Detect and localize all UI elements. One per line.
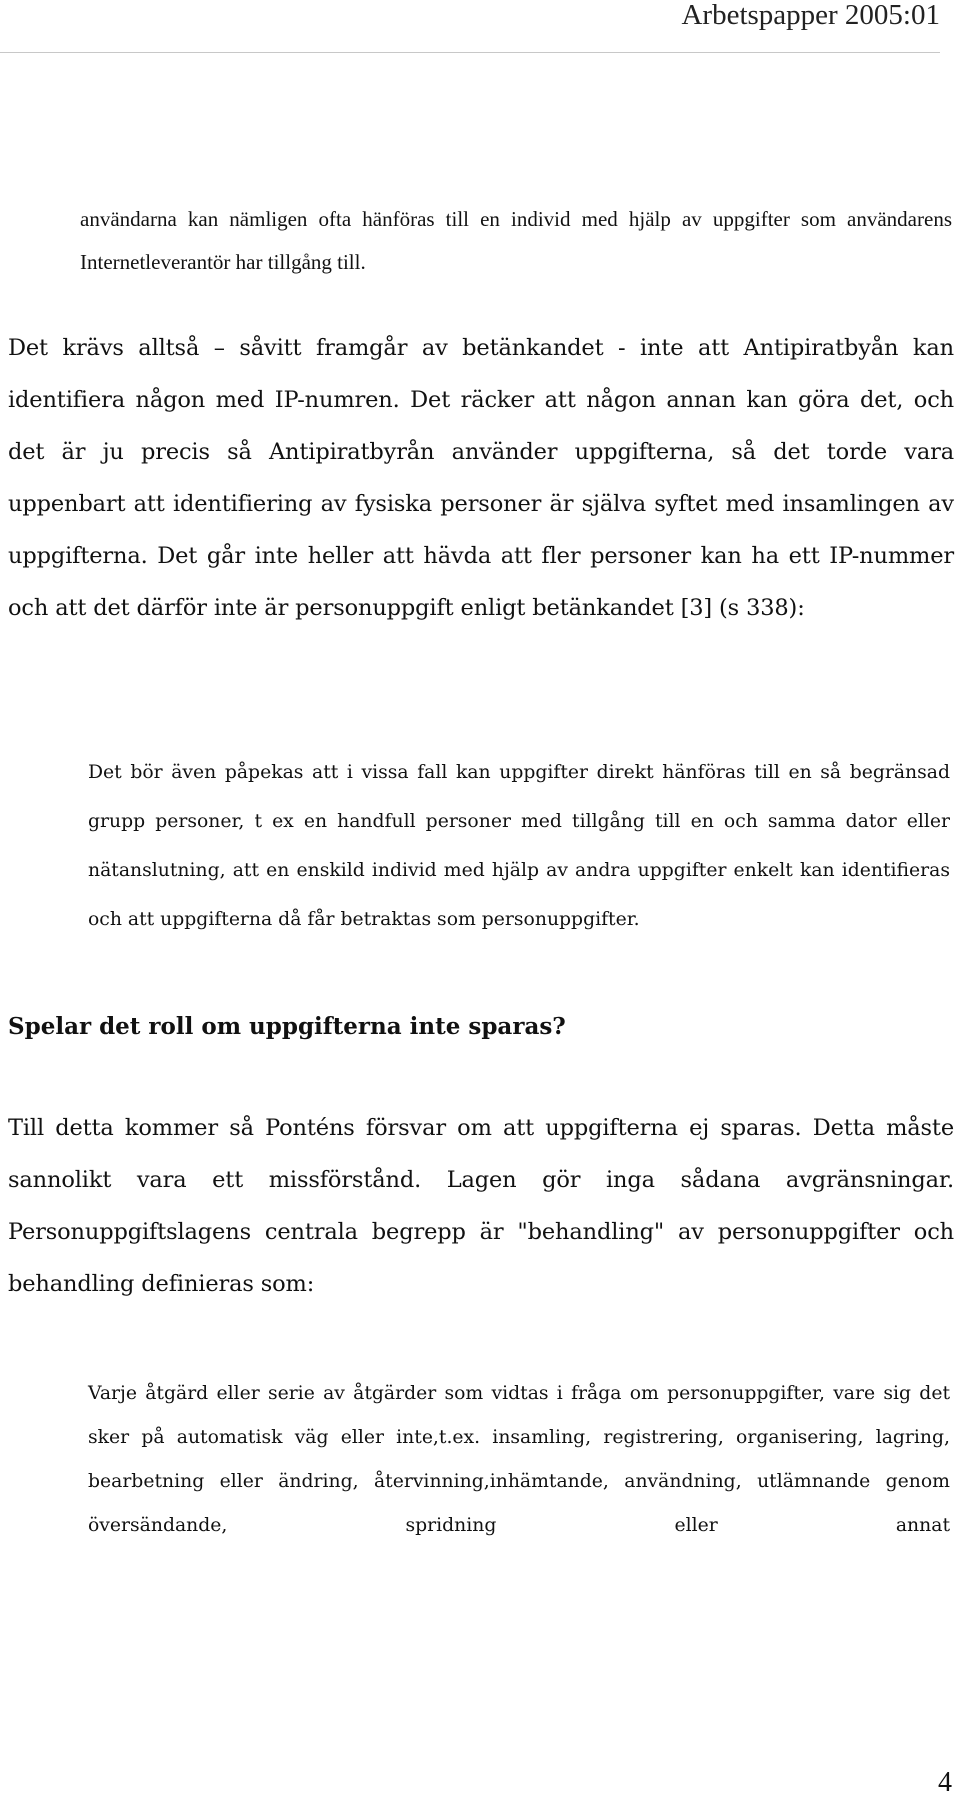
section-heading: Spelar det roll om uppgifterna inte sparas? [8, 1013, 566, 1040]
continued-paragraph: användarna kan nämligen ofta hänföras till en individ med hjälp av uppgifter som användarens Internetleverantör har tillgång till. [80, 207, 952, 274]
betankandet-quote: Det bör även påpekas att i vissa fall kan uppgifter direkt hänföras till en så begränsad grupp personer, t ex en handfull personer med tillgång till en och samma dator eller nätanslutning, att en enskild individ med hjälp av andra uppgifter enkelt kan identifieras och att uppgifterna då får betraktas som personuppgifter. [88, 762, 950, 930]
main-paragraph: Det krävs alltså – såvitt framgår av betänkandet - inte att Antipiratbyån kan identifiera någon med IP-numren. Det räcker att någon annan kan göra det, och det är ju precis så Antipiratbyrån använder uppgifterna, så det torde vara uppenbart att identifiering av fysiska personer är själva syftet med insamlingen av uppgifterna. Det går inte heller att hävda att fler personer kan ha ett IP-nummer och att det därför inte är personuppgift enligt betänkandet [3] (s 338): [8, 335, 954, 621]
page-header [0, 0, 940, 53]
document-series-title: Arbetspapper 2005:01 [681, 0, 940, 31]
second-paragraph: Till detta kommer så Ponténs försvar om att uppgifterna ej sparas. Detta måste sannolikt vara ett missförstånd. Lagen gör inga sådana avgränsningar. Personuppgiftslagens centrala begrepp är "behandling" av personuppgifter och behandling definieras som: [8, 1115, 954, 1297]
personuppgiftslagen-definition-quote: Varje åtgärd eller serie av åtgärder som vidtas i fråga om personuppgifter, vare sig det sker på automatisk väg eller inte,t.ex. insamling, registrering, organisering, lagring, bearbetning eller ändring, återvinning,inhämtande, användning, utlämnande genom översändande, spridning eller annat [88, 1383, 950, 1536]
page-number: 4 [938, 1767, 952, 1798]
